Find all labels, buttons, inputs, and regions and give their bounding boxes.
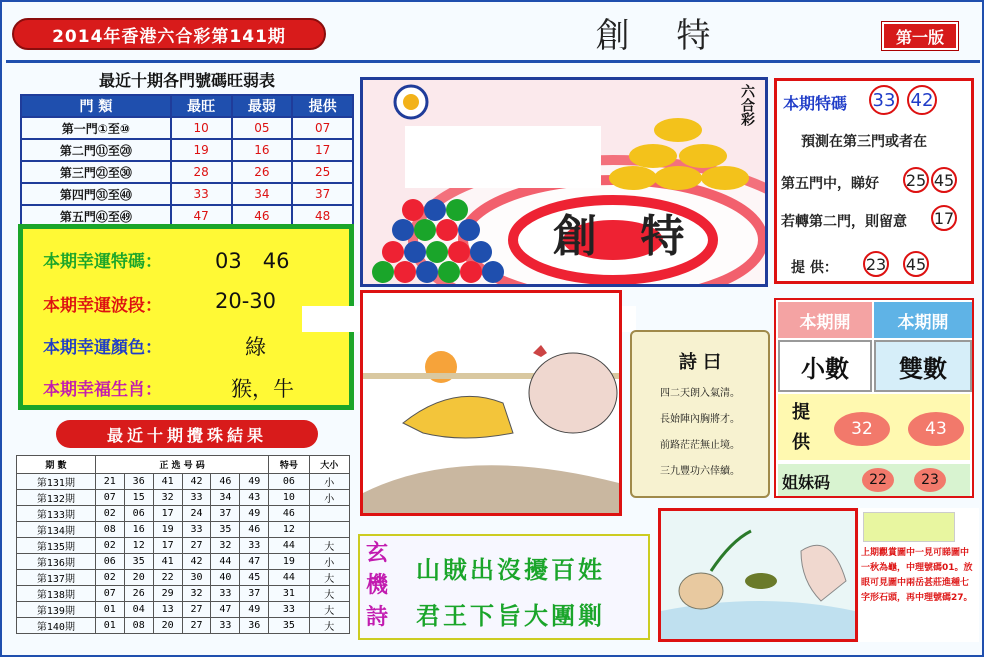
- cell: 46: [232, 205, 293, 227]
- recent-body: [17, 474, 350, 634]
- period-cell: 第132期: [17, 490, 96, 506]
- number-cell: 42: [182, 474, 211, 490]
- number-cell: 29: [153, 586, 182, 602]
- lucky-color-label: 本期幸運顏色：: [43, 338, 162, 358]
- hint-thumb: [863, 512, 955, 542]
- table-row: [17, 554, 350, 570]
- size-cell: [309, 522, 349, 538]
- vase-icon: [679, 573, 723, 609]
- cell: 48: [292, 205, 353, 227]
- size-cell: 小: [309, 554, 349, 570]
- lucky-zodiac-label: 本期幸福生肖：: [43, 380, 162, 400]
- sister-num: 22: [862, 468, 894, 492]
- special-num: 23: [863, 251, 889, 277]
- table-row: [17, 522, 350, 538]
- number-cell: 20: [153, 618, 182, 634]
- poem-line: 前路茫茫無止境。: [660, 440, 740, 451]
- poem-scroll: [630, 330, 770, 498]
- number-cell: 27: [182, 538, 211, 554]
- number-cell: 27: [182, 618, 211, 634]
- number-cell: 46: [211, 474, 240, 490]
- period-cell: 第138期: [17, 586, 96, 602]
- lucky-range-label: 本期幸運波段：: [43, 296, 162, 316]
- cell: 47: [171, 205, 232, 227]
- recent-col: 正 选 号 码: [95, 456, 268, 474]
- period-cell: 第139期: [17, 602, 96, 618]
- number-cell: 42: [182, 554, 211, 570]
- number-cell: 19: [153, 522, 182, 538]
- table-row: [21, 139, 353, 161]
- poem-title: 詩 曰: [678, 352, 722, 373]
- leopard-icon: [403, 396, 513, 438]
- poem-line: 長始陣內胸將才。: [660, 414, 740, 425]
- number-cell: 43: [240, 490, 269, 506]
- size-cell: [309, 506, 349, 522]
- number-cell: 07: [95, 586, 124, 602]
- number-cell: 36: [124, 474, 153, 490]
- number-cell: 32: [153, 490, 182, 506]
- number-cell: 01: [95, 618, 124, 634]
- special-num: 33: [869, 85, 899, 115]
- row-label: 第四門㉛至㊵: [21, 183, 171, 205]
- number-cell: 02: [95, 538, 124, 554]
- number-cell: 41: [153, 474, 182, 490]
- period-cell: 第134期: [17, 522, 96, 538]
- recent-title: 最近十期攪珠結果: [56, 420, 318, 448]
- stats-title: 最近十期各門號碼旺弱表: [98, 71, 275, 90]
- grid-header: 本期開: [778, 302, 872, 338]
- number-cell: 02: [95, 570, 124, 586]
- number-cell: 15: [124, 490, 153, 506]
- cell: 28: [171, 161, 232, 183]
- special-cell: 12: [269, 522, 309, 538]
- turtle-illustration: [658, 508, 858, 642]
- cell: 10: [171, 117, 232, 139]
- offer-num: 43: [908, 412, 964, 446]
- period-cell: 第136期: [17, 554, 96, 570]
- number-cell: 45: [240, 570, 269, 586]
- number-cell: 33: [182, 522, 211, 538]
- table-row: [17, 602, 350, 618]
- mystery-poem: [358, 534, 650, 640]
- number-cell: 01: [95, 602, 124, 618]
- mystery-line: 君王下旨大團剿: [416, 602, 605, 630]
- number-cell: 37: [211, 506, 240, 522]
- size-cell: 大: [309, 570, 349, 586]
- grid-value: 小數: [778, 340, 872, 392]
- special-cell: 19: [269, 554, 309, 570]
- recent-col: 大小: [309, 456, 349, 474]
- cell: 34: [232, 183, 293, 205]
- offer-num: 32: [834, 412, 890, 446]
- row-label: 第一門①至⑩: [21, 117, 171, 139]
- special-line3: 若轉第二門，則留意: [781, 214, 907, 230]
- number-cell: 08: [95, 522, 124, 538]
- lucky-color-value: 綠: [245, 335, 266, 359]
- number-cell: 04: [124, 602, 153, 618]
- center-illustration: [360, 77, 768, 287]
- number-cell: 47: [211, 602, 240, 618]
- number-cell: 20: [124, 570, 153, 586]
- number-cell: 32: [182, 586, 211, 602]
- number-cell: 35: [211, 522, 240, 538]
- table-row: [17, 506, 350, 522]
- number-cell: 27: [182, 602, 211, 618]
- stats-col: 門 類: [21, 95, 171, 117]
- stats-header: [21, 95, 353, 117]
- stats-col: 最弱: [232, 95, 293, 117]
- stats-col: 提供: [292, 95, 353, 117]
- recent-col: 期 數: [17, 456, 96, 474]
- edition-badge: 第一版: [882, 22, 958, 50]
- cell: 37: [292, 183, 353, 205]
- special-cell: 06: [269, 474, 309, 490]
- cell: 26: [232, 161, 293, 183]
- center-title: 創 特: [553, 211, 699, 262]
- grid-value: 雙數: [874, 340, 972, 392]
- size-cell: 大: [309, 586, 349, 602]
- sister-label: 姐妹码: [782, 473, 831, 492]
- special-cell: 33: [269, 602, 309, 618]
- special-label: 本期特碼: [783, 94, 848, 113]
- hill-icon: [363, 465, 619, 513]
- special-cell: 31: [269, 586, 309, 602]
- number-cell: 49: [240, 474, 269, 490]
- cell: 25: [292, 161, 353, 183]
- table-row: [21, 161, 353, 183]
- special-box: [774, 78, 974, 284]
- size-cell: 小: [309, 474, 349, 490]
- period-cell: 第133期: [17, 506, 96, 522]
- special-cell: 46: [269, 506, 309, 522]
- cell: 07: [292, 117, 353, 139]
- cell: 16: [232, 139, 293, 161]
- divider: [6, 60, 980, 63]
- number-cell: 49: [240, 506, 269, 522]
- special-num: 42: [907, 85, 937, 115]
- table-row: [17, 490, 350, 506]
- poem-line: 四二天朗入氣清。: [660, 388, 740, 399]
- table-row: [17, 538, 350, 554]
- number-cell: 22: [153, 570, 182, 586]
- number-cell: 32: [211, 538, 240, 554]
- cell: 19: [171, 139, 232, 161]
- recent-col: 特号: [269, 456, 309, 474]
- number-cell: 33: [182, 490, 211, 506]
- table-row: [17, 618, 350, 634]
- row-label: 第三門㉑至㉚: [21, 161, 171, 183]
- mystery-side-label: 玄機詩: [366, 541, 389, 630]
- logo-core-icon: [403, 94, 419, 110]
- number-cell: 26: [124, 586, 153, 602]
- cell: 17: [292, 139, 353, 161]
- row-label: 第二門⑪至⑳: [21, 139, 171, 161]
- special-line2: 第五門中，睇好: [781, 176, 879, 192]
- sister-num: 23: [914, 468, 946, 492]
- number-cell: 12: [124, 538, 153, 554]
- number-cell: 21: [95, 474, 124, 490]
- period-cell: 第140期: [17, 618, 96, 634]
- special-cell: 35: [269, 618, 309, 634]
- number-cell: 06: [95, 554, 124, 570]
- lucky-special-value: 03 46: [215, 249, 290, 273]
- rock-icon: [529, 353, 617, 433]
- number-cell: 16: [124, 522, 153, 538]
- leopard-scene: [363, 293, 619, 513]
- special-num: 45: [931, 167, 957, 193]
- blank-panel: [405, 126, 601, 188]
- recent-table: [16, 455, 350, 634]
- special-offer-label: 提 供：: [791, 260, 838, 276]
- number-cell: 33: [211, 618, 240, 634]
- butterfly-icon: [533, 345, 547, 357]
- lucky-zodiac-value: 猴，牛: [231, 377, 294, 401]
- table-row: [17, 586, 350, 602]
- number-cell: 30: [182, 570, 211, 586]
- number-cell: 17: [153, 506, 182, 522]
- number-cell: 33: [240, 538, 269, 554]
- number-cell: 17: [153, 538, 182, 554]
- special-num: 17: [931, 205, 957, 231]
- page-title: 創 特: [595, 15, 729, 56]
- number-cell: 47: [240, 554, 269, 570]
- stats-table: [20, 94, 354, 228]
- number-cell: 49: [240, 602, 269, 618]
- number-cell: 40: [211, 570, 240, 586]
- cell: 33: [171, 183, 232, 205]
- hint-note: [859, 508, 979, 642]
- mystery-line: 山賊出沒擾百姓: [416, 556, 605, 584]
- number-cell: 41: [153, 554, 182, 570]
- special-cell: 44: [269, 538, 309, 554]
- table-row: [17, 474, 350, 490]
- period-cell: 第137期: [17, 570, 96, 586]
- poem-line: 三九豐功六倖續。: [660, 466, 740, 477]
- size-cell: 大: [309, 618, 349, 634]
- result-grid: [774, 298, 974, 498]
- special-cell: 44: [269, 570, 309, 586]
- table-row: [21, 117, 353, 139]
- number-cell: 44: [211, 554, 240, 570]
- recent-header: [17, 456, 350, 474]
- logo-text: 六合彩: [739, 84, 755, 126]
- issue-title: 2014年香港六合彩第141期: [12, 18, 326, 50]
- number-cell: 36: [240, 618, 269, 634]
- number-cell: 37: [240, 586, 269, 602]
- turtle-scene: [661, 511, 855, 639]
- lucky-special-label: 本期幸運特碼：: [43, 252, 162, 272]
- number-cell: 13: [153, 602, 182, 618]
- table-row: [17, 570, 350, 586]
- number-cell: 07: [95, 490, 124, 506]
- poem-illustration: [360, 290, 622, 516]
- number-cell: 46: [240, 522, 269, 538]
- number-cell: 33: [211, 586, 240, 602]
- special-line1: 預測在第三門或者在: [801, 134, 927, 150]
- lucky-range-value: 20-30: [215, 289, 277, 313]
- size-cell: 大: [309, 602, 349, 618]
- turtle-icon: [745, 573, 777, 589]
- number-cell: 24: [182, 506, 211, 522]
- row-label: 第五門㊶至㊾: [21, 205, 171, 227]
- special-num: 45: [903, 251, 929, 277]
- special-num: 25: [903, 167, 929, 193]
- number-cell: 08: [124, 618, 153, 634]
- grid-header: 本期開: [874, 302, 972, 338]
- size-cell: 大: [309, 538, 349, 554]
- offer-label: 提供: [792, 402, 810, 453]
- special-cell: 10: [269, 490, 309, 506]
- cell: 05: [232, 117, 293, 139]
- size-cell: 小: [309, 490, 349, 506]
- number-cell: 34: [211, 490, 240, 506]
- period-cell: 第135期: [17, 538, 96, 554]
- period-cell: 第131期: [17, 474, 96, 490]
- number-cell: 06: [124, 506, 153, 522]
- table-row: [21, 183, 353, 205]
- number-cell: 35: [124, 554, 153, 570]
- number-cell: 02: [95, 506, 124, 522]
- hint-text: 上期觀賞圖中一見可睇圖中一秋為龜，中理號碼01。放眼可見圖中兩岳甚莊進種七字形石頭，再中理號碼27。: [861, 548, 973, 603]
- stats-col: 最旺: [171, 95, 232, 117]
